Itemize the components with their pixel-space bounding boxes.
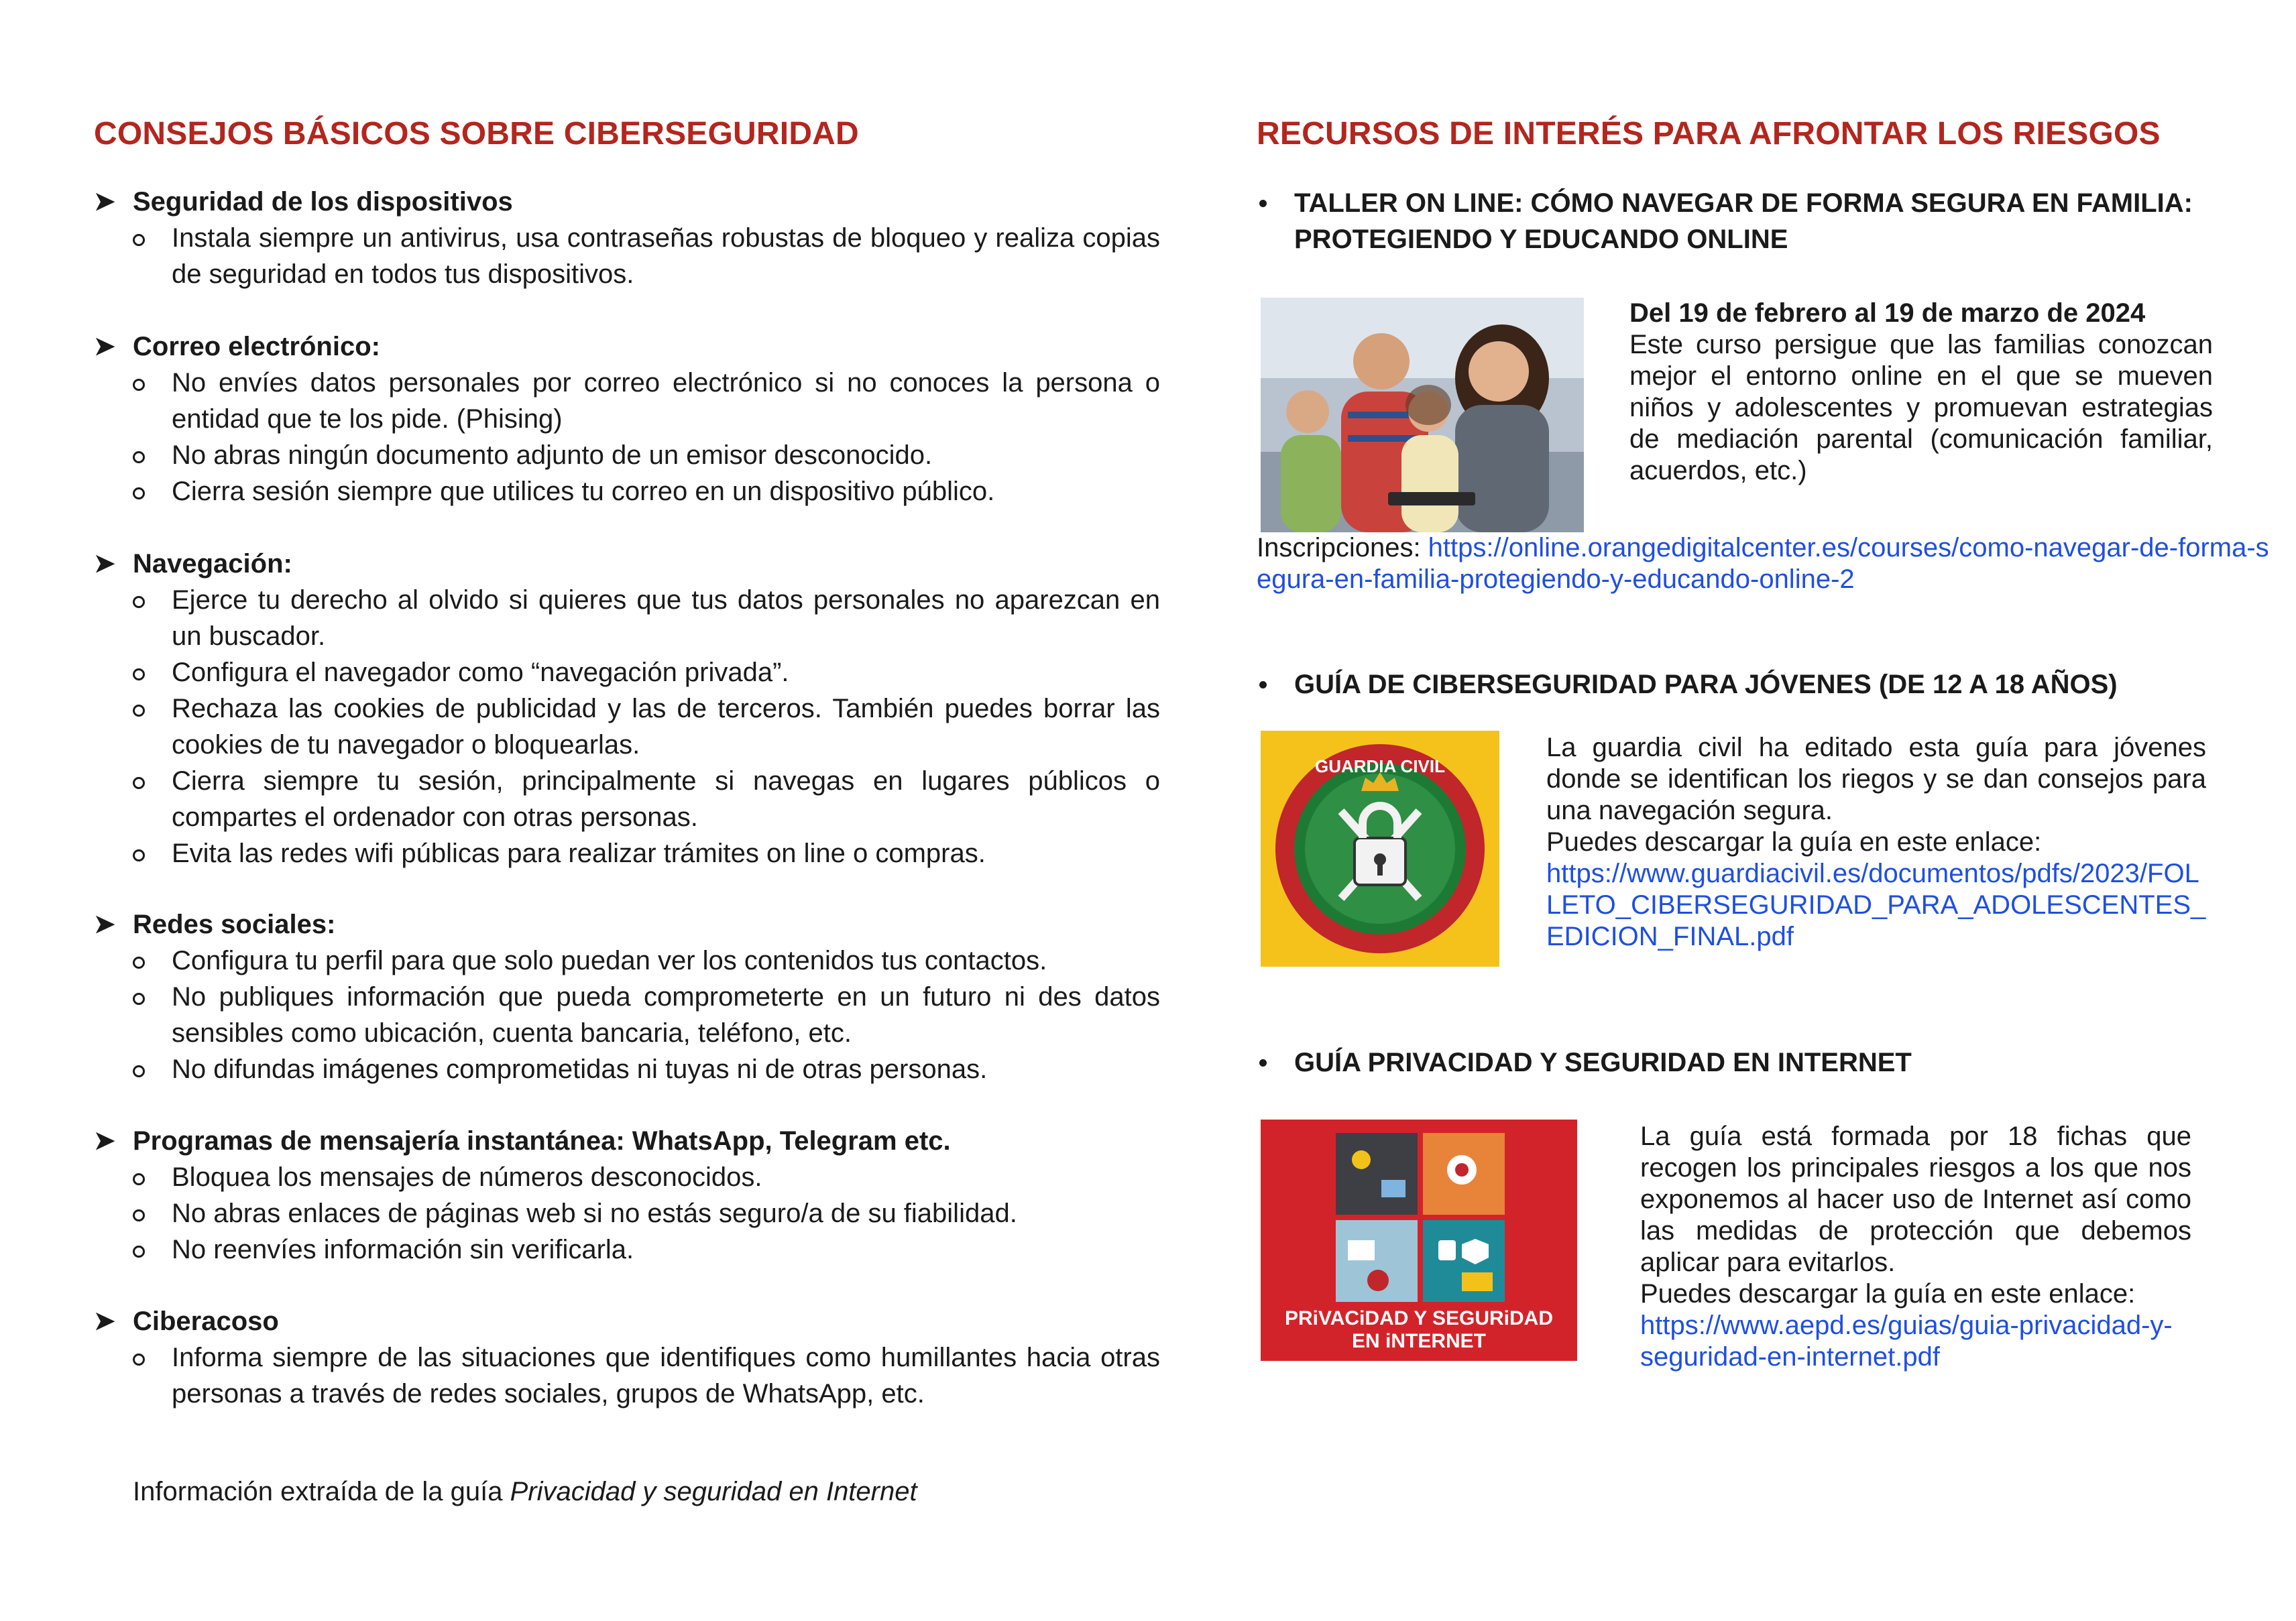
arrow-bullet-icon: ➤ [94, 188, 115, 216]
left-heading: CONSEJOS BÁSICOS SOBRE CIBERSEGURIDAD [94, 116, 859, 152]
section-title: Seguridad de los dispositivos [133, 187, 513, 217]
list-item: No reenvíes información sin verificarla. [94, 1232, 1160, 1268]
bullet-dot-icon [1259, 1059, 1267, 1067]
list-item: Cierra sesión siempre que utilices tu correo en un dispositivo público. [94, 473, 1160, 509]
arrow-bullet-icon: ➤ [94, 910, 115, 939]
resource-guia-privacidad [1257, 1044, 2283, 1081]
taller-description [1629, 298, 2213, 487]
circle-bullet-icon [133, 1246, 145, 1258]
section-title: Ciberacoso [133, 1307, 279, 1336]
circle-bullet-icon [133, 451, 145, 463]
guardia-civil-logo [1261, 731, 1499, 967]
section-mensajeria [94, 1123, 1160, 1268]
guia-jovenes-download: Puedes descargar la guía en este enlace: [1546, 827, 2042, 857]
list-item: Cierra siempre tu sesión, principalmente si navegas en lugares públicos o compartes el ordenador con otras personas. [94, 763, 1160, 835]
resource-taller [1257, 185, 2283, 257]
circle-bullet-icon [133, 1209, 145, 1221]
right-heading: RECURSOS DE INTERÉS PARA AFRONTAR LOS RIESGOS [1257, 116, 2161, 152]
list-item: No abras enlaces de páginas web si no estás seguro/a de su fiabilidad. [94, 1195, 1160, 1232]
inscripciones-label: Inscripciones: [1257, 533, 1428, 562]
circle-bullet-icon [133, 668, 145, 680]
section-title: Navegación: [133, 549, 292, 579]
guia-privacidad-desc: La guía está formada por 18 fichas que recogen los principales riesgos a los que nos exponemos al hacer uso de Internet así como las medidas de protección que debemos aplicar para evitarlos. [1640, 1122, 2191, 1277]
bullet-dot-icon [1259, 681, 1267, 688]
inscripciones-link[interactable]: https://online.orangedigitalcenter.es/courses/como-navegar-de-forma-segura-en-familia-protegiendo-y-educando-online-2 [1257, 533, 2269, 594]
list-item: No difundas imágenes comprometidas ni tuyas ni de otras personas. [94, 1051, 1160, 1087]
list-item: Ejerce tu derecho al olvido si quieres que tus datos personales no aparezcan en un buscador. [94, 582, 1160, 654]
list-item: Configura tu perfil para que solo puedan ver los contenidos tus contactos. [94, 943, 1160, 979]
guia-jovenes-link[interactable]: https://www.guardiacivil.es/documentos/pdfs/2023/FOLLETO_CIBERSEGURIDAD_PARA_ADOLESCENTES_EDICION_FINAL.pdf [1546, 859, 2206, 951]
list-item: Informa siempre de las situaciones que identifiques como humillantes hacia otras personas a través de redes sociales, grupos de WhatsApp, etc. [94, 1339, 1160, 1412]
circle-bullet-icon [133, 957, 145, 969]
bullet-dot-icon [1259, 200, 1267, 207]
guia-jovenes-description [1546, 732, 2206, 953]
circle-bullet-icon [133, 777, 145, 789]
list-item: Rechaza las cookies de publicidad y las de terceros. También puedes borrar las cookies de tu navegador o bloquearlas. [94, 691, 1160, 763]
taller-inscripciones [1257, 532, 2283, 595]
logo-text: GUARDIA CIVIL [1314, 756, 1446, 776]
list-item: Configura el navegador como “navegación privada”. [94, 654, 1160, 691]
list-item: Bloquea los mensajes de números desconocidos. [94, 1159, 1160, 1195]
resource-title: GUÍA PRIVACIDAD Y SEGURIDAD EN INTERNET [1294, 1048, 1912, 1077]
arrow-bullet-icon: ➤ [94, 550, 115, 578]
source-note: Información extraída de la guía Privacidad y seguridad en Internet [133, 1477, 917, 1506]
privacy-guide-cover [1261, 1120, 1577, 1361]
guia-jovenes-desc: La guardia civil ha editado esta guía para jóvenes donde se identifican los riegos y se dan consejos para una navegación segura. [1546, 733, 2206, 825]
circle-bullet-icon [133, 234, 145, 246]
circle-bullet-icon [133, 1173, 145, 1185]
list-item: Instala siempre un antivirus, usa contraseñas robustas de bloqueo y realiza copias de seguridad en todos tus dispositivos. [94, 220, 1160, 292]
cover-title: PRiVACiDAD Y SEGURiDAD EN iNTERNET [1284, 1307, 1554, 1352]
arrow-bullet-icon: ➤ [94, 333, 115, 361]
resource-title: GUÍA DE CIBERSEGURIDAD PARA JÓVENES (DE 12 A 18 AÑOS) [1294, 670, 2118, 699]
section-ciberacoso [94, 1303, 1160, 1412]
section-dispositivos [94, 184, 1160, 292]
circle-bullet-icon [133, 596, 145, 608]
section-title: Correo electrónico: [133, 332, 380, 361]
section-redes [94, 906, 1160, 1087]
circle-bullet-icon [133, 993, 145, 1005]
source-guide-title: Privacidad y seguridad en Internet [510, 1477, 917, 1506]
circle-bullet-icon [133, 705, 145, 717]
arrow-bullet-icon: ➤ [94, 1127, 115, 1155]
circle-bullet-icon [133, 379, 145, 391]
list-item: No envíes datos personales por correo electrónico si no conoces la persona o entidad que te los pide. (Phising) [94, 365, 1160, 437]
guia-privacidad-download: Puedes descargar la guía en este enlace: [1640, 1279, 2136, 1309]
circle-bullet-icon [133, 1065, 145, 1077]
list-item: No abras ningún documento adjunto de un emisor desconocido. [94, 437, 1160, 473]
guia-privacidad-description [1640, 1121, 2191, 1373]
taller-desc: Este curso persigue que las familias conozcan mejor el entorno online en el que se mueven niños y adolescentes y promuevan estrategias de mediación parental (comunicación familiar, acuerdos, etc.) [1629, 330, 2213, 485]
arrow-bullet-icon: ➤ [94, 1307, 115, 1335]
section-title: Programas de mensajería instantánea: WhatsApp, Telegram etc. [133, 1126, 951, 1156]
circle-bullet-icon [133, 1354, 145, 1366]
list-item: Evita las redes wifi públicas para realizar trámites on line o compras. [94, 835, 1160, 872]
section-correo [94, 328, 1160, 509]
section-title: Redes sociales: [133, 910, 336, 939]
circle-bullet-icon [133, 849, 145, 861]
taller-dates: Del 19 de febrero al 19 de marzo de 2024 [1629, 298, 2146, 328]
resource-guia-jovenes [1257, 666, 2283, 703]
list-item: No publiques información que pueda comprometerte en un futuro ni des datos sensibles como ubicación, cuenta bancaria, teléfono, etc. [94, 979, 1160, 1051]
guia-privacidad-link[interactable]: https://www.aepd.es/guias/guia-privacidad-y-seguridad-en-internet.pdf [1640, 1311, 2173, 1372]
family-photo [1261, 298, 1584, 532]
family-photo-illustration [1261, 298, 1584, 532]
section-navegacion [94, 546, 1160, 872]
resource-title: TALLER ON LINE: CÓMO NAVEGAR DE FORMA SEGURA EN FAMILIA: PROTEGIENDO Y EDUCANDO ONLINE [1294, 188, 2193, 254]
circle-bullet-icon [133, 487, 145, 499]
